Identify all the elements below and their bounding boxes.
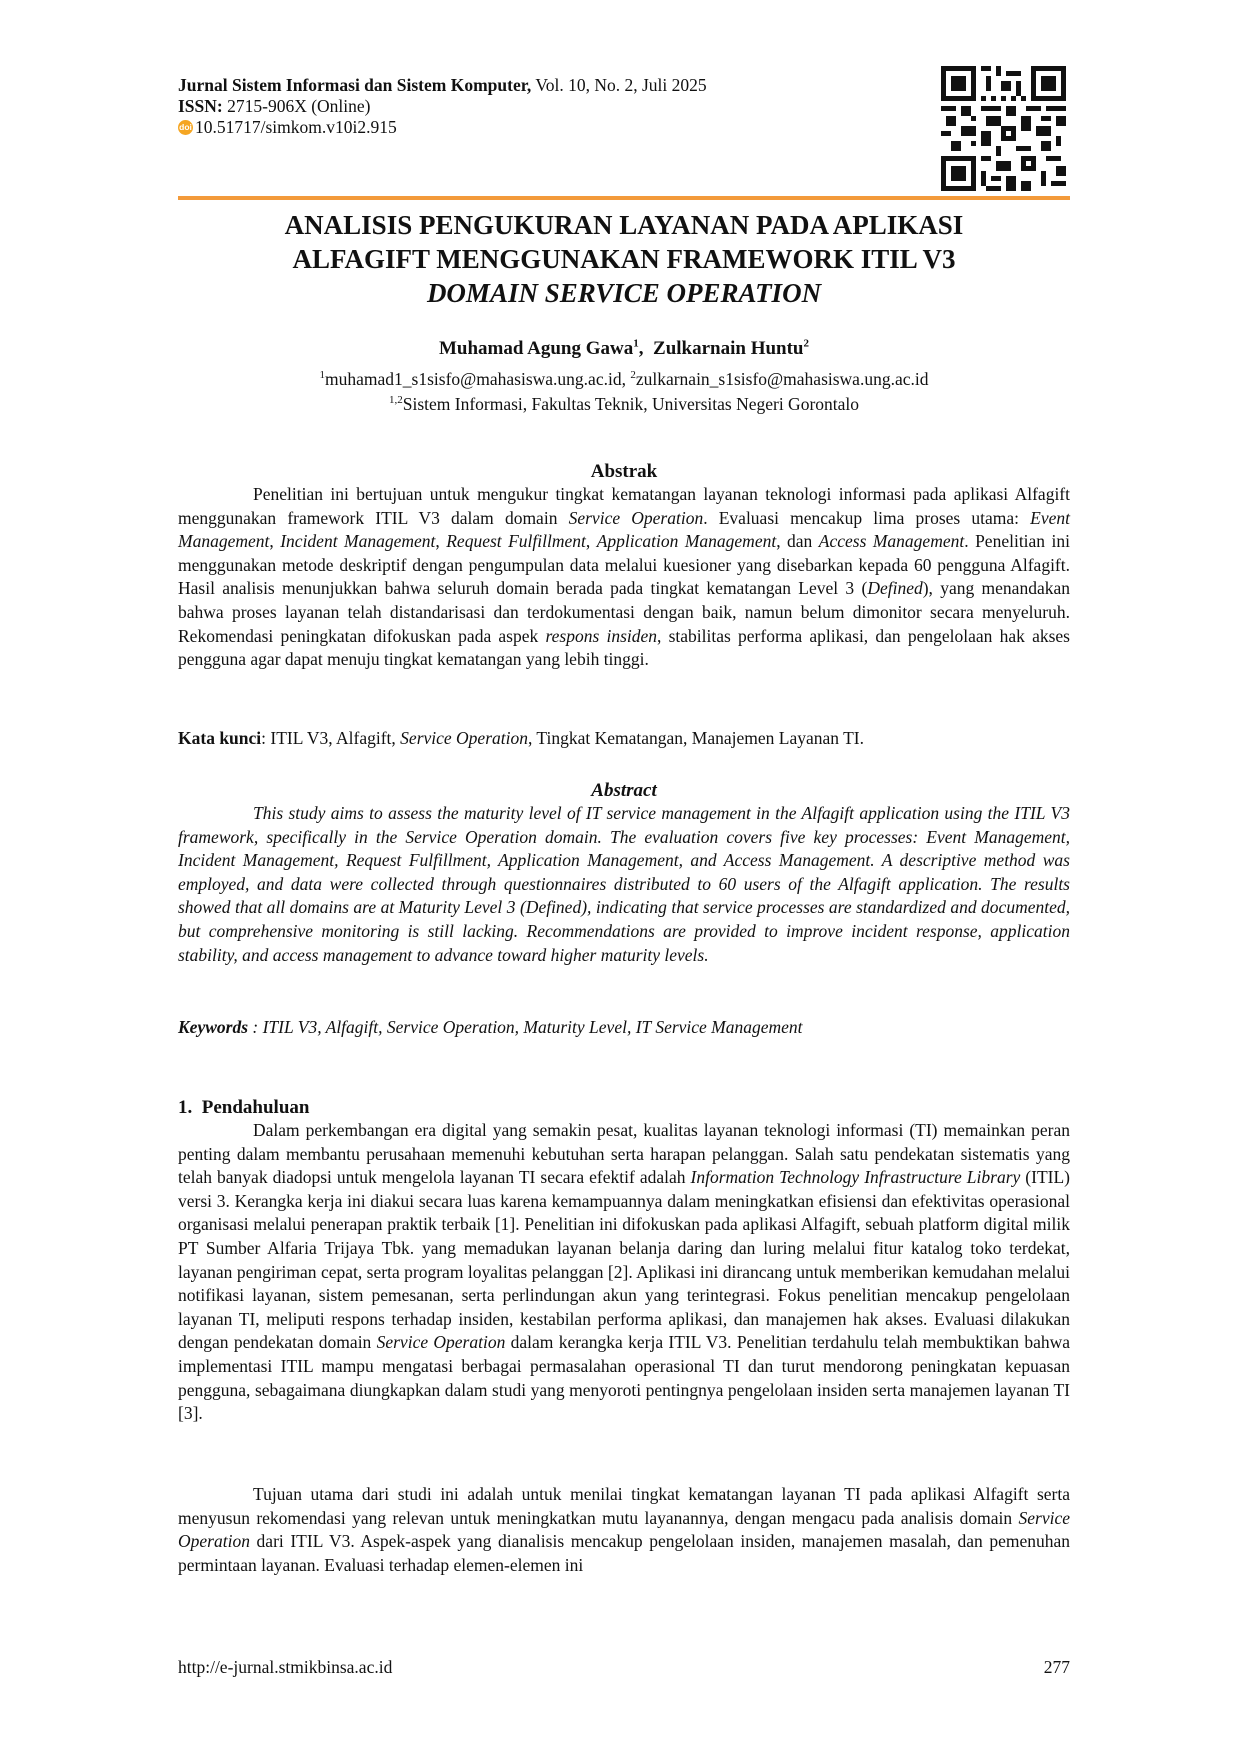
keywords-label: Keywords [178, 1017, 248, 1037]
doi-line [178, 117, 707, 138]
affiliation-sup: 1,2 [388, 394, 403, 407]
section-heading: 1. Pendahuluan [178, 1097, 310, 1118]
issn-line [178, 96, 707, 117]
keywords [178, 1017, 1070, 1038]
author-2: Zulkarnain Huntu [653, 338, 804, 359]
intro-paragraph-2: Tujuan utama dari studi ini adalah untuk menilai tingkat kematangan layanan TI pada aplikasi Alfagift serta menyusun rekomendasi yang relevan untuk meningkatkan mutu layanannya, dengan mengacu pada analisis domain Service Operation dari ITIL V3. Aspek-aspek yang dianalisis mencakup pengelolaan insiden, manajemen masalah, dan pemenuhan permintaan layanan. Evaluasi terhadap elemen-elemen ini [178, 1484, 1070, 1575]
header-rule [178, 196, 1070, 200]
page-footer [178, 1657, 1070, 1678]
author-emails [178, 369, 1070, 390]
issn-value: 2715-906X (Online) [222, 96, 371, 116]
abstrak-body: Penelitian ini bertujuan untuk mengukur tingkat kematangan layanan teknologi informasi pada aplikasi Alfagift menggunakan framework ITIL V3 dalam domain Service Operation. Evaluasi mencakup lima proses utama: Event Management, Incident Management, Request Fulfillment, Application Management, dan Access Management. Penelitian ini menggunakan metode deskriptif dengan pengumpulan data melalui kuesioner yang disebarkan kepada 60 pengguna Alfagift. Hasil analisis menunjukkan bahwa seluruh domain berada pada tingkat kematangan Level 3 (Defined), yang menandakan bahwa proses layanan telah distandarisasi dan terdokumentasi dengan baik, namun belum dimonitor secara menyeluruh. Rekomendasi peningkatan difokuskan pada aspek respons insiden, stabilitas performa aplikasi, dan pengelolaan hak akses pengguna agar dapat menuju tingkat kematangan yang lebih tinggi. [178, 484, 1070, 670]
doi-link[interactable]: 10.51717/simkom.v10i2.915 [195, 117, 397, 137]
page-number: 277 [1043, 1657, 1070, 1677]
issn-label: ISSN: [178, 96, 223, 116]
footer-url[interactable]: http://e-jurnal.stmikbinsa.ac.id [178, 1657, 393, 1677]
intro-paragraph-1: Dalam perkembangan era digital yang semakin pesat, kualitas layanan teknologi informasi (TI) memainkan peran penting dalam membantu perusahaan memenuhi kebutuhan serta harapan pelanggan. Salah satu pendekatan sistematis yang telah banyak diadopsi untuk mengelola layanan TI secara efektif adalah Information Technology Infrastructure Library (ITIL) versi 3. Kerangka kerja ini diakui secara luas karena kemampuannya dalam meningkatkan efisiensi dan efektivitas operasional organisasi melalui penerapan praktik terbaik [1]. Penelitian ini difokuskan pada aplikasi Alfagift, sebuah platform digital milik PT Sumber Alfaria Trijaya Tbk. yang memadukan layanan belanja daring dan luring melalui fitur katalog toko terdekat, layanan pengiriman cepat, serta program loyalitas pelanggan [2]. Aplikasi ini dirancang untuk memberikan kemudahan melalui notifikasi layanan, sistem pemesanan, serta perlindungan akun yang terintegrasi. Fokus penelitian mencakup pengelolaan layanan TI, meliputi respons terhadap insiden, kestabilan performa aplikasi, dan manajemen hak akses. Evaluasi dilakukan dengan pendekatan domain Service Operation dalam kerangka kerja ITIL V3. Penelitian terdahulu telah membuktikan bahwa implementasi ITIL mampu mengatasi berbagai permasalahan operasional TI dan turut mendorong peningkatan kepuasan pengguna, sebagaimana diungkapkan dalam studi yang menyoroti pentingnya pengelolaan insiden serta manajemen layanan TI [3]. [178, 1120, 1070, 1424]
journal-line [178, 75, 707, 96]
author-1-sup: 1 [633, 337, 639, 350]
email-2[interactable]: zulkarnain_s1sisfo@mahasiswa.ung.ac.id [635, 369, 929, 389]
abstrak-heading: Abstrak [590, 461, 658, 482]
kata-kunci: Kata kunci: ITIL V3, Alfagift, Service Operation, Tingkat Kematangan, Manajemen Layanan TI. [178, 728, 864, 748]
email-1-sup: 1 [319, 369, 326, 382]
author-affiliation [178, 394, 1070, 415]
title-line-2: ALFAGIFT MENGGUNAKAN FRAMEWORK ITIL V3 [292, 244, 956, 274]
email-2-sup: 2 [630, 369, 636, 382]
title-line-1: ANALISIS PENGUKURAN LAYANAN PADA APLIKASI [284, 210, 964, 240]
journal-header [178, 75, 707, 138]
paper-title [178, 208, 1070, 310]
keywords-text: : ITIL V3, Alfagift, Service Operation, Maturity Level, IT Service Management [248, 1017, 803, 1037]
affiliation-text: Sistem Informasi, Fakultas Teknik, Universitas Negeri Gorontalo [402, 394, 860, 414]
author-2-sup: 2 [803, 337, 810, 350]
abstract-body: This study aims to assess the maturity level of IT service management in the Alfagift application using the ITIL V3 framework, specifically in the Service Operation domain. The evaluation covers five key processes: Event Management, Incident Management, Request Fulfillment, Application Management, and Access Management. A descriptive method was employed, and data were collected through questionnaires distributed to 60 users of the Alfagift application. The results showed that all domains are at Maturity Level 3 (Defined), indicating that service processes are standardized and documented, but comprehensive monitoring is still lacking. Recommendations are provided to improve incident response, application stability, and access management to advance toward higher maturity levels. [178, 803, 1070, 965]
author-names [178, 338, 1070, 360]
abstract-heading: Abstract [591, 780, 657, 801]
kata-kunci-label: Kata kunci [178, 728, 262, 748]
journal-name: Jurnal Sistem Informasi dan Sistem Komputer, [178, 75, 532, 95]
author-1: Muhamad Agung Gawa [438, 338, 634, 359]
qr-code-icon [941, 66, 1066, 191]
journal-issue: Vol. 10, No. 2, Juli 2025 [531, 75, 707, 95]
email-1[interactable]: muhamad1_s1sisfo@mahasiswa.ung.ac.id, [325, 369, 631, 389]
doi-icon: doi [178, 120, 193, 135]
author-separator: , [638, 338, 654, 359]
title-line-3: DOMAIN SERVICE OPERATION [426, 278, 822, 308]
